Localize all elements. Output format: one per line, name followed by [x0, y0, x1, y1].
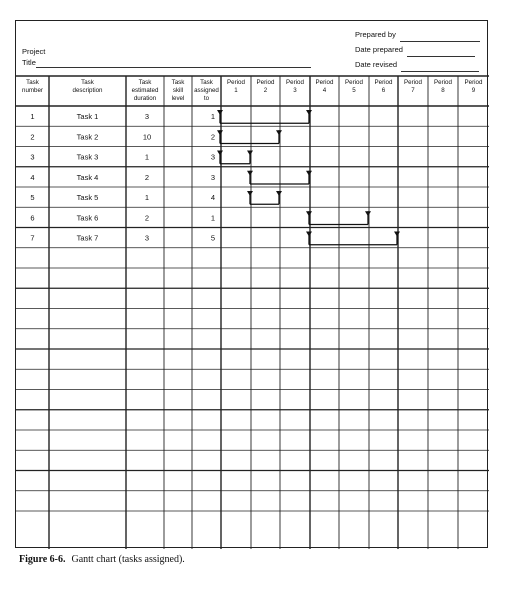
task-description-cell: Task 6 — [76, 213, 99, 223]
gantt-start-marker — [217, 110, 223, 115]
column-header-text: 1 — [234, 87, 238, 94]
column-header-text: to — [203, 95, 210, 102]
column-header-text: Period — [374, 79, 393, 86]
column-header-text: Task — [200, 79, 213, 86]
column-header-text: Period — [404, 79, 422, 86]
task-number-cell: 2 — [30, 132, 35, 142]
column-header-text: 5 — [352, 87, 356, 94]
task-assigned-cell: 3 — [210, 152, 216, 162]
gantt-form — [15, 20, 488, 548]
column-header-text: Period — [315, 79, 334, 86]
column-header-text: Task — [171, 79, 185, 86]
gantt-end-marker — [306, 171, 312, 176]
task-duration-cell: 2 — [144, 213, 150, 223]
gantt-end-marker — [365, 211, 371, 216]
task-duration-cell: 3 — [144, 112, 150, 122]
task-assigned-cell: 2 — [210, 132, 216, 142]
caption-text: Gantt chart (tasks assigned). — [71, 554, 185, 565]
task-assigned-cell: 4 — [210, 193, 216, 203]
task-assigned-cell: 3 — [210, 172, 216, 182]
column-header-text: level — [171, 95, 185, 102]
column-header-text: 4 — [322, 87, 327, 94]
task-duration-cell: 1 — [144, 193, 150, 203]
gantt-grid — [16, 21, 489, 549]
caption-label: Figure 6-6. — [19, 554, 66, 565]
task-duration-cell: 2 — [144, 172, 150, 182]
gantt-start-marker — [247, 171, 253, 176]
task-duration-cell: 3 — [144, 233, 150, 243]
column-header-text: 8 — [441, 87, 445, 94]
column-header-text: skill — [172, 87, 184, 94]
task-description-cell: Task 2 — [76, 132, 99, 142]
column-header-text: estimated — [131, 87, 159, 94]
title-label: Title — [22, 58, 36, 67]
prepared-by-label: Prepared by — [355, 30, 396, 39]
task-assigned-cell: 5 — [210, 233, 216, 243]
column-header-text: assigned — [194, 87, 219, 94]
project-label: Project — [22, 47, 46, 56]
column-header-text: 7 — [411, 87, 415, 94]
gantt-end-marker — [394, 232, 400, 237]
column-header-text: Task — [81, 79, 94, 86]
column-header-text: description — [72, 87, 103, 94]
task-description-cell: Task 3 — [76, 152, 99, 162]
task-number-cell: 7 — [30, 233, 35, 243]
column-header-text: 9 — [471, 87, 476, 94]
task-duration-cell: 10 — [142, 132, 152, 142]
gantt-end-marker — [276, 191, 282, 196]
column-header-text: Period — [227, 79, 245, 86]
column-header-text: Period — [434, 79, 452, 86]
task-assigned-cell: 1 — [210, 213, 216, 223]
gantt-start-marker — [247, 191, 253, 196]
gantt-start-marker — [217, 151, 223, 156]
gantt-start-marker — [306, 232, 312, 237]
date-revised-label: Date revised — [355, 60, 398, 69]
gantt-start-marker — [306, 211, 312, 216]
gantt-start-marker — [217, 130, 223, 135]
task-description-cell: Task 4 — [76, 172, 99, 182]
task-number-cell: 1 — [30, 112, 35, 122]
task-description-cell: Task 5 — [76, 193, 99, 203]
task-description-cell: Task 7 — [76, 233, 99, 243]
gantt-end-marker — [247, 151, 253, 156]
task-assigned-cell: 1 — [210, 112, 216, 122]
gantt-end-marker — [306, 110, 312, 115]
task-number-cell: 5 — [30, 193, 35, 203]
figure-caption — [19, 554, 185, 565]
column-header-text: duration — [133, 95, 157, 102]
column-header-text: 2 — [263, 87, 268, 94]
task-number-cell: 3 — [30, 152, 35, 162]
column-header-text: Task — [138, 79, 152, 86]
task-number-cell: 4 — [30, 172, 35, 182]
task-number-cell: 6 — [30, 213, 35, 223]
column-header-text: 3 — [293, 87, 297, 94]
column-header-text: 6 — [381, 87, 386, 94]
column-header-text: Task — [26, 79, 39, 86]
date-prepared-label: Date prepared — [355, 45, 403, 54]
task-duration-cell: 1 — [144, 152, 150, 162]
column-header-text: Period — [464, 79, 483, 86]
column-header-text: Period — [345, 79, 363, 86]
gantt-end-marker — [276, 130, 282, 135]
column-header-text: number — [22, 87, 43, 94]
column-header-text: Period — [286, 79, 304, 86]
task-description-cell: Task 1 — [76, 112, 99, 122]
column-header-text: Period — [256, 79, 275, 86]
